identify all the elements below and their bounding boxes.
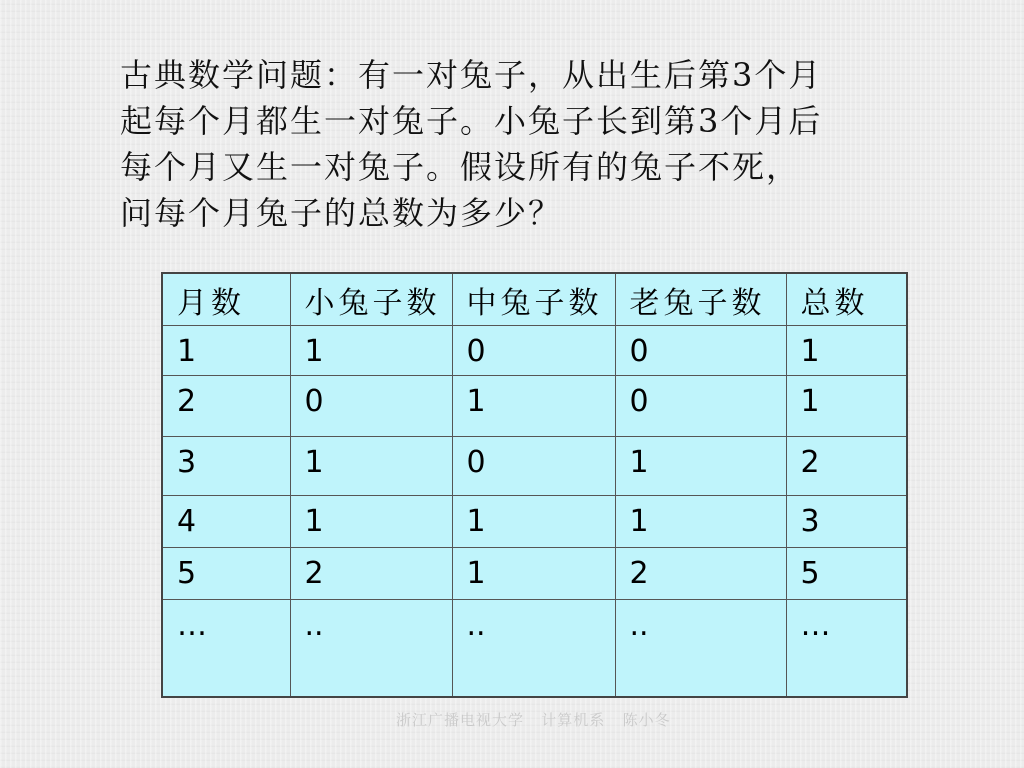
problem-line: 起每个月都生一对兔子。小兔子长到第3个月后 <box>120 102 823 140</box>
table-row <box>162 436 907 495</box>
table-cell: 1 <box>615 436 786 495</box>
table-row <box>162 325 907 375</box>
table-row <box>162 547 907 599</box>
table-cell: 1 <box>452 375 615 436</box>
table-cell: 0 <box>290 375 452 436</box>
table-row <box>162 375 907 436</box>
table-cell: … <box>162 599 290 697</box>
table-cell: 2 <box>290 547 452 599</box>
table-cell: 1 <box>786 375 907 436</box>
header-small-rabbits: 小兔子数 <box>290 273 452 325</box>
table-cell: 1 <box>290 325 452 375</box>
table-cell: 0 <box>615 375 786 436</box>
table-cell: 1 <box>615 495 786 547</box>
table-cell: 1 <box>290 495 452 547</box>
table-cell: 0 <box>452 325 615 375</box>
table-cell: 5 <box>162 547 290 599</box>
problem-statement <box>120 52 960 236</box>
table-cell: 1 <box>786 325 907 375</box>
table-cell: .. <box>290 599 452 697</box>
header-total: 总数 <box>786 273 907 325</box>
table-cell: .. <box>615 599 786 697</box>
table-cell: 2 <box>786 436 907 495</box>
header-middle-rabbits: 中兔子数 <box>452 273 615 325</box>
problem-line: 每个月又生一对兔子。假设所有的兔子不死， <box>120 148 801 186</box>
table-cell: 1 <box>452 547 615 599</box>
table-cell: 4 <box>162 495 290 547</box>
table-cell: 3 <box>786 495 907 547</box>
table-cell: 1 <box>452 495 615 547</box>
problem-line: 问每个月兔子的总数为多少？ <box>120 194 563 232</box>
table-cell: 1 <box>162 325 290 375</box>
header-old-rabbits: 老兔子数 <box>615 273 786 325</box>
table-cell: 0 <box>615 325 786 375</box>
table-cell: … <box>786 599 907 697</box>
table-header-row <box>162 273 907 325</box>
table-cell: .. <box>452 599 615 697</box>
problem-line: 古典数学问题：有一对兔子，从出生后第3个月 <box>120 56 823 94</box>
table-cell: 5 <box>786 547 907 599</box>
table-cell: 3 <box>162 436 290 495</box>
table-row <box>162 599 907 697</box>
slide-footer: 浙江广播电视大学 计算机系 陈小冬 <box>396 711 671 729</box>
table-cell: 1 <box>290 436 452 495</box>
table-cell: 2 <box>162 375 290 436</box>
table-cell: 2 <box>615 547 786 599</box>
table-row <box>162 495 907 547</box>
table-cell: 0 <box>452 436 615 495</box>
rabbit-count-table <box>161 272 908 698</box>
header-month: 月数 <box>162 273 290 325</box>
